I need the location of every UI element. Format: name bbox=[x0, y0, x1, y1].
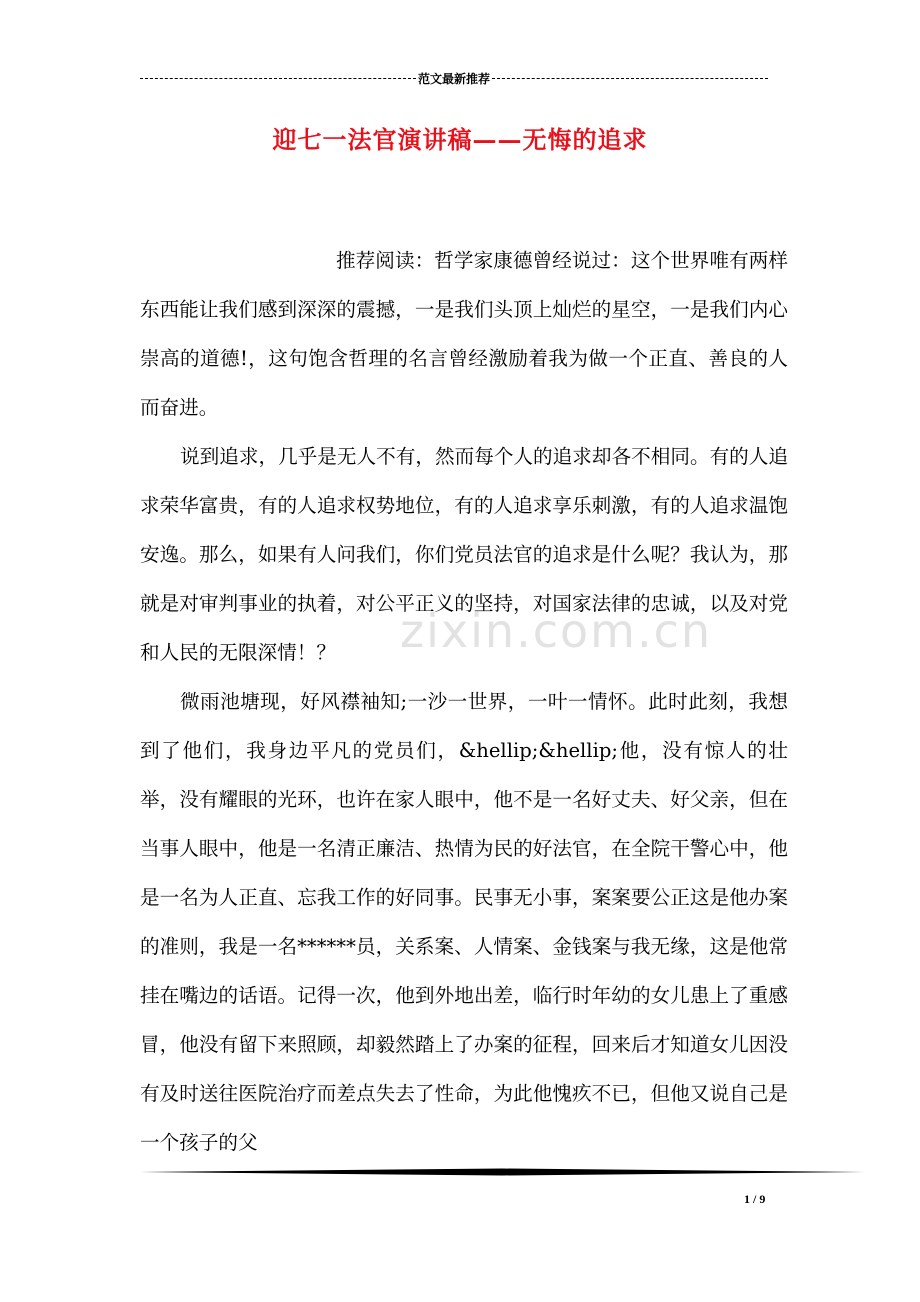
header-dash-left bbox=[140, 78, 416, 79]
paragraph-3: 微雨池塘现，好风襟袖知;一沙一世界，一叶一情怀。此时此刻，我想到了他们，我身边平凡的党员们，&hellip;&hellip;他，没有惊人的壮举，没有耀眼的光环，也许在家人眼中，他不是一名好丈夫、好父亲，但在当事人眼中，他是一名清正廉洁、热情为民的好法官，在全院干警心中，他是一名为人正直、忘我工作的好同事。民事无小事，案案要公正这是他办案的准则，我是一名******员，关系案、人情案、金钱案与我无缘，这是他常挂在嘴边的话语。记得一次，他到外地出差，临行时年幼的女儿患上了重感冒，他没有留下来照顾，却毅然踏上了办案的征程，回来后才知道女儿因没有及时送往医院治疗而差点失去了性命，为此他愧疚不已，但他又说自己是一个孩子的父 bbox=[140, 690, 788, 1154]
paragraph-1: 推荐阅读：哲学家康德曾经说过：这个世界唯有两样东西能让我们感到深深的震撼，一是我们头顶上灿烂的星空，一是我们内心崇高的道德!，这句饱含哲理的名言曾经激励着我为做一个正直、善良的人而奋进。 bbox=[140, 249, 788, 419]
paragraph-2: 说到追求，几乎是无人不有，然而每个人的追求却各不相同。有的人追求荣华富贵，有的人追求权势地位，有的人追求享乐刺激，有的人追求温饱安逸。那么，如果有人问我们，你们党员法官的追求是什么呢？我认为，那就是对审判事业的执着，对公平正义的坚持，对国家法律的忠诚，以及对党和人民的无限深情！？ bbox=[140, 445, 788, 664]
header-dash-right bbox=[492, 78, 768, 79]
document-body bbox=[140, 236, 788, 1167]
document-title: 迎七一法官演讲稿——无悔的追求 bbox=[272, 125, 648, 154]
page-header bbox=[140, 68, 768, 88]
footer-divider bbox=[140, 1168, 864, 1176]
watermark: zixin.com.cn bbox=[400, 604, 713, 658]
page-number: 1 / 9 bbox=[744, 1192, 766, 1206]
header-label: 范文最新推荐 bbox=[418, 71, 491, 86]
